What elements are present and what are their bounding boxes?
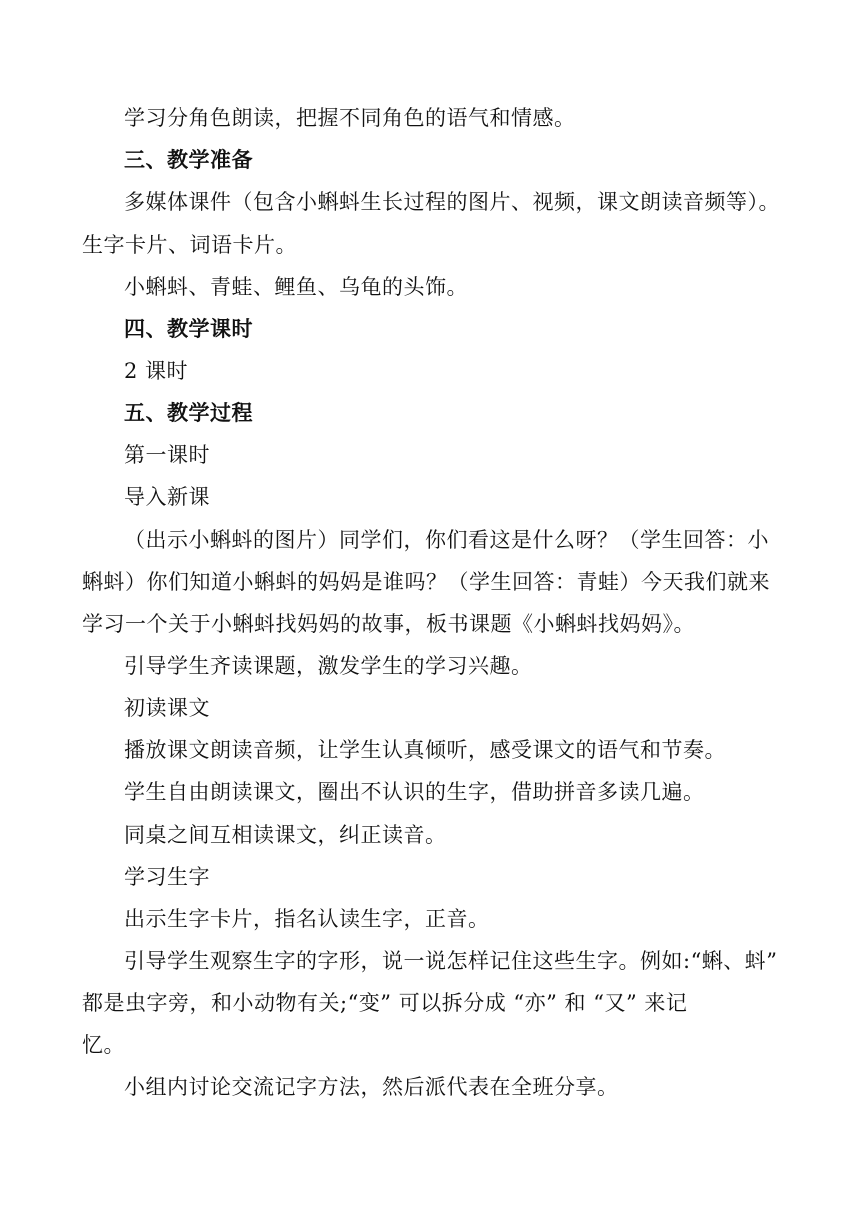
paragraph-multimedia-line2: 生字卡片、词语卡片。 (82, 233, 297, 257)
section-heading-class-hours: 四、教学课时 (124, 317, 253, 341)
paragraph-intro-line2: 蝌蚪）你们知道小蝌蚪的妈妈是谁吗？（学生回答：青蛙）今天我们就来 (82, 570, 770, 594)
paragraph-multimedia-line1: 多媒体课件（包含小蝌蚪生长过程的图片、视频，课文朗读音频等）。 (124, 190, 780, 214)
section-heading-preparation: 三、教学准备 (124, 148, 253, 172)
paragraph-read-title: 引导学生齐读课题，激发学生的学习兴趣。 (124, 654, 533, 678)
paragraph-observe-line3: 忆。 (82, 1033, 125, 1057)
paragraph-role-reading: 学习分角色朗读，把握不同角色的语气和情感。 (124, 106, 576, 130)
paragraph-introduction: 导入新课 (124, 485, 210, 509)
paragraph-hours: 2 课时 (124, 359, 189, 383)
paragraph-first-lesson: 第一课时 (124, 443, 210, 467)
paragraph-group-discussion: 小组内讨论交流记字方法，然后派代表在全班分享。 (124, 1075, 619, 1099)
paragraph-intro-line3: 学习一个关于小蝌蚪找妈妈的故事，板书课题《小蝌蚪找妈妈》。 (82, 612, 695, 636)
paragraph-peer-reading: 同桌之间互相读课文，纠正读音。 (124, 823, 447, 847)
paragraph-first-reading: 初读课文 (124, 696, 210, 720)
paragraph-show-cards: 出示生字卡片，指名认读生字，正音。 (124, 907, 490, 931)
paragraph-learn-characters: 学习生字 (124, 865, 210, 889)
paragraph-observe-line1: 引导学生观察生字的字形，说一说怎样记住这些生字。例如:“蝌、蚪” (124, 949, 778, 973)
section-heading-process: 五、教学过程 (124, 401, 253, 425)
paragraph-observe-line2: 都是虫字旁，和小动物有关;“变” 可以拆分成 “亦” 和 “又” 来记 (82, 991, 688, 1015)
paragraph-intro-line1: （出示小蝌蚪的图片）同学们，你们看这是什么呀？（学生回答：小 (124, 528, 769, 552)
paragraph-headwear: 小蝌蚪、青蛙、鲤鱼、乌龟的头饰。 (124, 275, 468, 299)
paragraph-free-reading: 学生自由朗读课文，圈出不认识的生字，借助拼音多读几遍。 (124, 780, 705, 804)
paragraph-play-audio: 播放课文朗读音频，让学生认真倾听，感受课文的语气和节奏。 (124, 738, 726, 762)
